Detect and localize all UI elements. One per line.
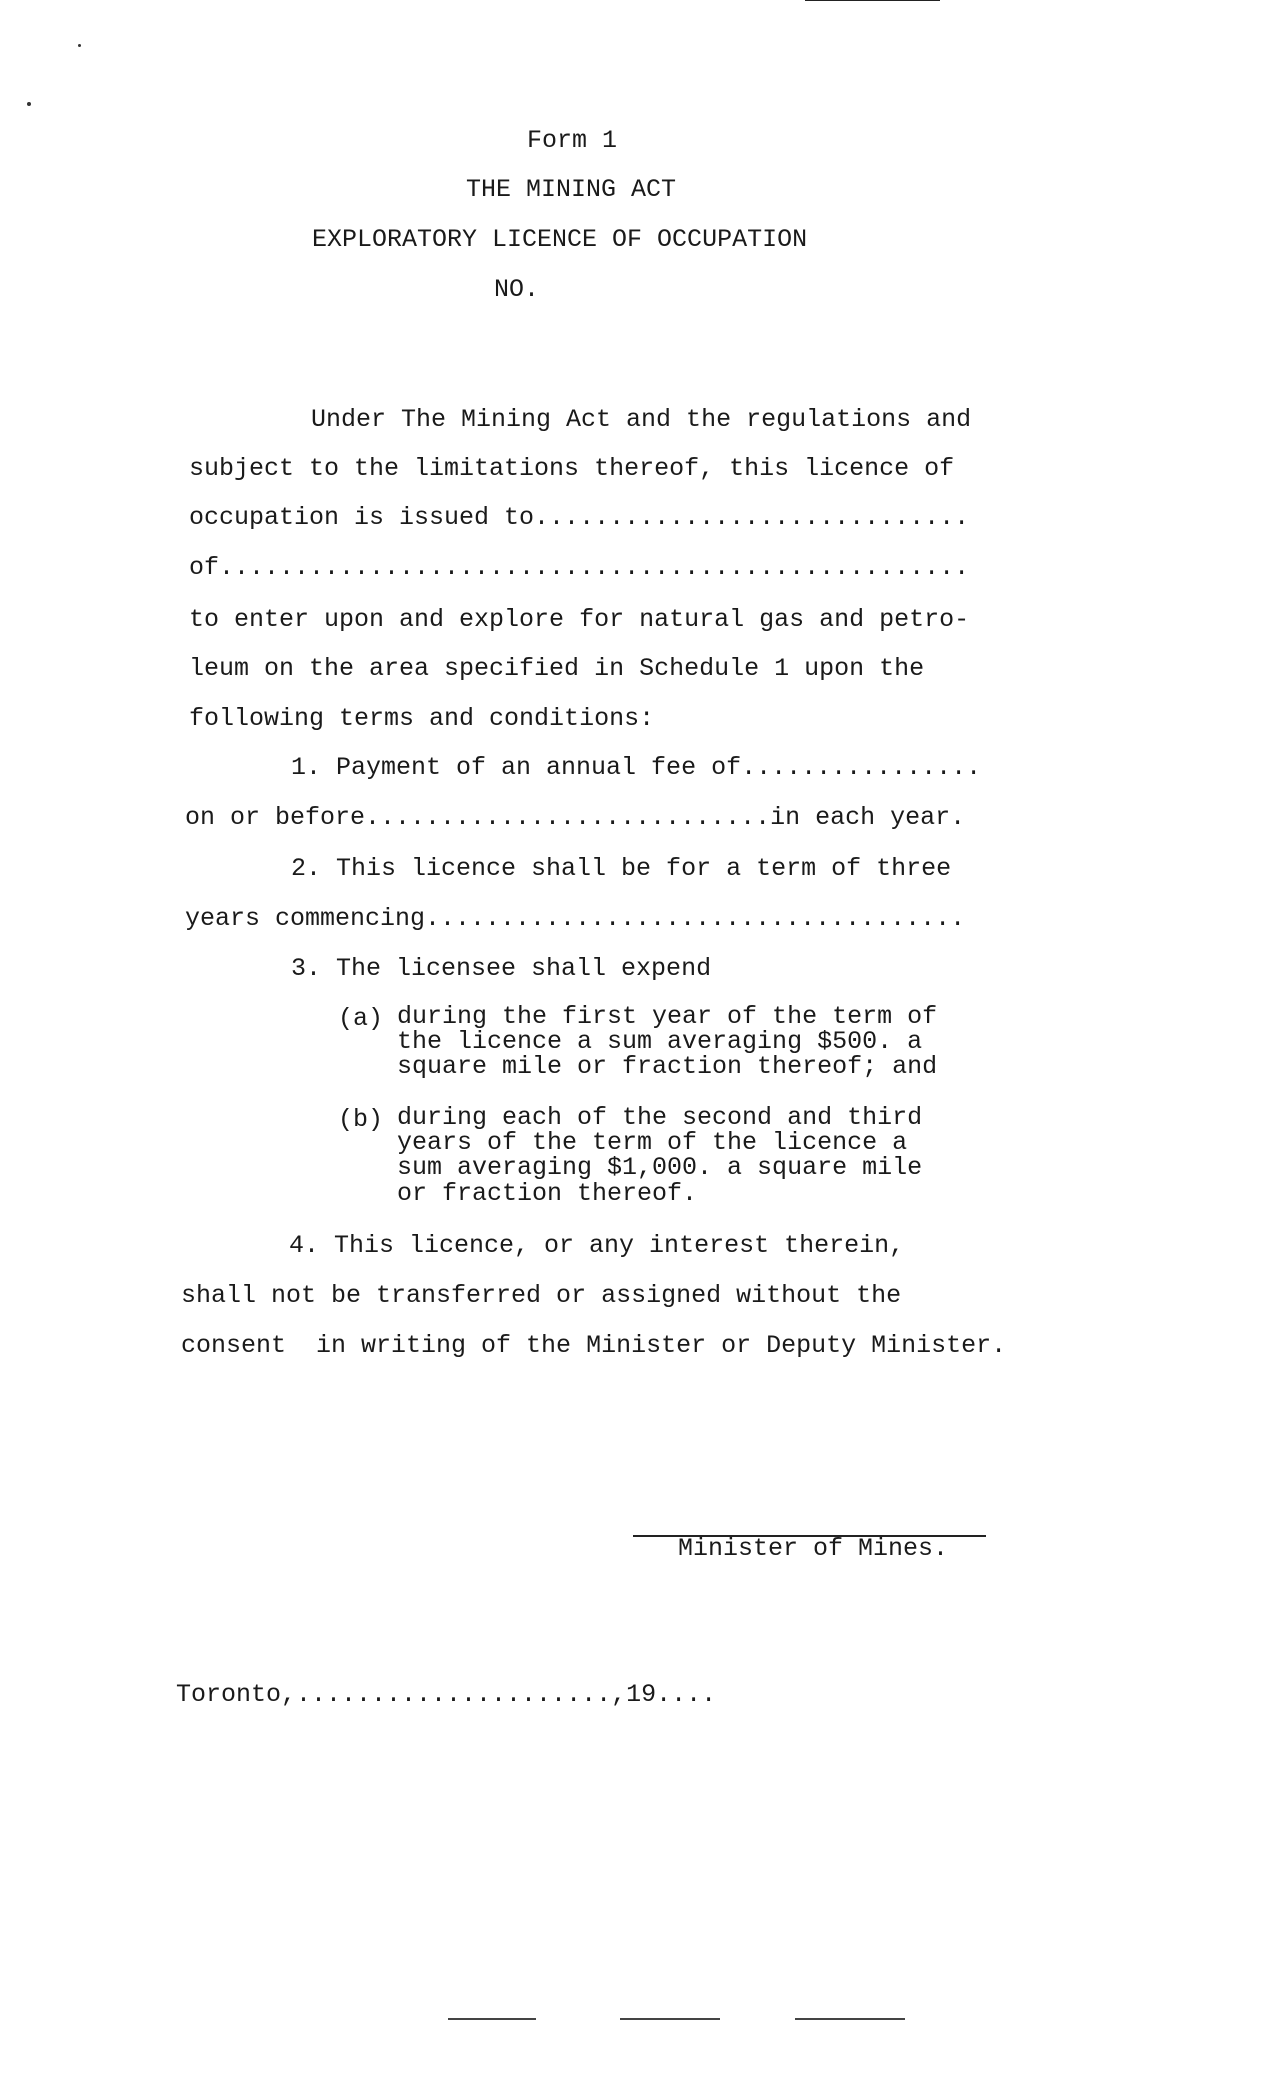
paragraph-line: Under The Mining Act and the regulations and <box>311 405 972 434</box>
act-title: THE MINING ACT <box>466 175 677 204</box>
place-date-line: Toronto,.....................,19.... <box>176 1680 717 1709</box>
term-1-line: on or before...........................in each year. <box>185 803 966 832</box>
scan-speck <box>27 102 31 106</box>
term-2-line: 2. This licence shall be for a term of three <box>291 854 952 883</box>
term-3b-line: or fraction thereof. <box>397 1179 698 1208</box>
paragraph-line: subject to the limitations thereof, this licence of <box>189 454 955 483</box>
term-3a-line: during the first year of the term of <box>397 1002 938 1031</box>
paragraph-line: following terms and conditions: <box>189 704 655 733</box>
term-3-line: 3. The licensee shall expend <box>291 954 712 983</box>
term-3b-line: sum averaging $1,000. a square mile <box>397 1153 923 1182</box>
scan-mark <box>448 2018 536 2020</box>
paragraph-line: occupation is issued to............................. <box>189 503 970 532</box>
scan-mark <box>795 2018 905 2020</box>
scan-mark <box>805 0 940 1</box>
term-4-line: 4. This licence, or any interest therein, <box>289 1231 905 1260</box>
paragraph-line: of.................................................. <box>189 553 970 582</box>
scan-mark <box>620 2018 720 2020</box>
term-3b-label: (b) <box>338 1105 384 1134</box>
document-title: EXPLORATORY LICENCE OF OCCUPATION <box>312 225 808 254</box>
signature-title: Minister of Mines. <box>678 1534 949 1563</box>
scan-speck <box>78 44 81 47</box>
term-4-line: shall not be transferred or assigned without the <box>181 1281 902 1310</box>
form-number: Form 1 <box>527 126 618 155</box>
term-2-line: years commencing.................................... <box>185 904 966 933</box>
term-3a-line: the licence a sum averaging $500. a <box>397 1027 923 1056</box>
term-1-line: 1. Payment of an annual fee of................ <box>291 753 982 782</box>
term-3a-label: (a) <box>338 1004 384 1033</box>
term-3b-line: years of the term of the licence a <box>397 1128 908 1157</box>
paragraph-line: to enter upon and explore for natural gas and petro- <box>189 605 970 634</box>
term-4-line: consent in writing of the Minister or Deputy Minister. <box>181 1331 1007 1360</box>
term-3a-line: square mile or fraction thereof; and <box>397 1052 938 1081</box>
paragraph-line: leum on the area specified in Schedule 1 upon the <box>189 654 925 683</box>
term-3b-line: during each of the second and third <box>397 1103 923 1132</box>
licence-number: NO. <box>494 275 540 304</box>
